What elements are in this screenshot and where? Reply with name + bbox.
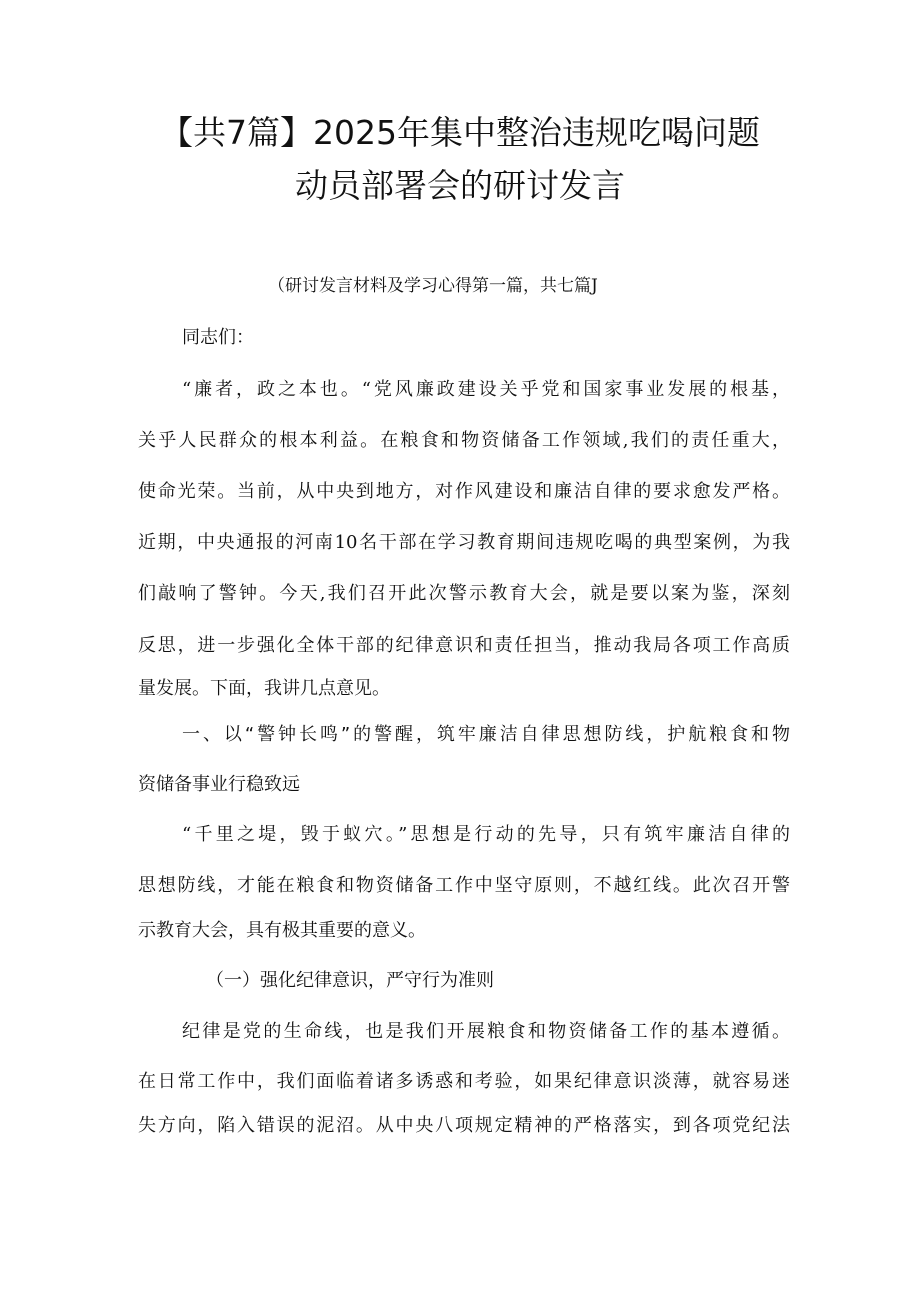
section-heading-line: 一、以“警钟长鸣”的警醒，筑牢廉洁自律思想防线，护航粮食和物 xyxy=(182,724,790,745)
subsection-paragraph-line: 在日常工作中，我们面临着诸多诱惑和考验，如果纪律意识淡薄，就容易迷 xyxy=(138,1071,790,1092)
intro-line: 们敲响了警钟。今天,我们召开此次警示教育大会，就是要以案为鉴，深刻 xyxy=(138,583,790,604)
intro-line: 近期，中央通报的河南10名干部在学习教育期间违规吃喝的典型案例，为我 xyxy=(138,532,790,553)
intro-line: 量发展。下面，我讲几点意见。 xyxy=(138,678,390,699)
intro-line: 使命光荣。当前，从中央到地方，对作风建设和廉洁自律的要求愈发严格。 xyxy=(138,481,790,502)
section-paragraph-line: 思想防线，才能在粮食和物资储备工作中坚守原则，不越红线。此次召开警 xyxy=(138,875,790,896)
document-title-line-2: 动员部署会的研讨发言 xyxy=(295,166,625,205)
subsection-heading: （一）强化纪律意识，严守行为准则 xyxy=(206,970,494,991)
document-title-line-1: 【共7篇】2025年集中整治违规吃喝问题 xyxy=(160,113,760,152)
intro-line: 关乎人民群众的根本利益。在粮食和物资储备工作领域,我们的责任重大， xyxy=(138,430,790,451)
section-paragraph-line: 示教育大会，具有极其重要的意义。 xyxy=(138,920,426,941)
subsection-paragraph-line: 失方向，陷入错误的泥沼。从中央八项规定精神的严格落实，到各项党纪法 xyxy=(138,1115,790,1136)
document-subtitle: （研讨发言材料及学习心得第一篇，共七篇J xyxy=(268,276,598,296)
intro-line: 反思，进一步强化全体干部的纪律意识和责任担当，推动我局各项工作高质 xyxy=(138,635,790,656)
subsection-paragraph-line: 纪律是党的生命线，也是我们开展粮食和物资储备工作的基本遵循。 xyxy=(182,1021,790,1042)
section-paragraph-line: “千里之堤，毁于蚁穴。”思想是行动的先导，只有筑牢廉洁自律的 xyxy=(182,824,790,845)
section-heading-line: 资储备事业行稳致远 xyxy=(138,774,300,795)
salutation: 同志们： xyxy=(182,327,254,348)
intro-line: “廉者，政之本也。“党风廉政建设关乎党和国家事业发展的根基， xyxy=(182,379,790,400)
